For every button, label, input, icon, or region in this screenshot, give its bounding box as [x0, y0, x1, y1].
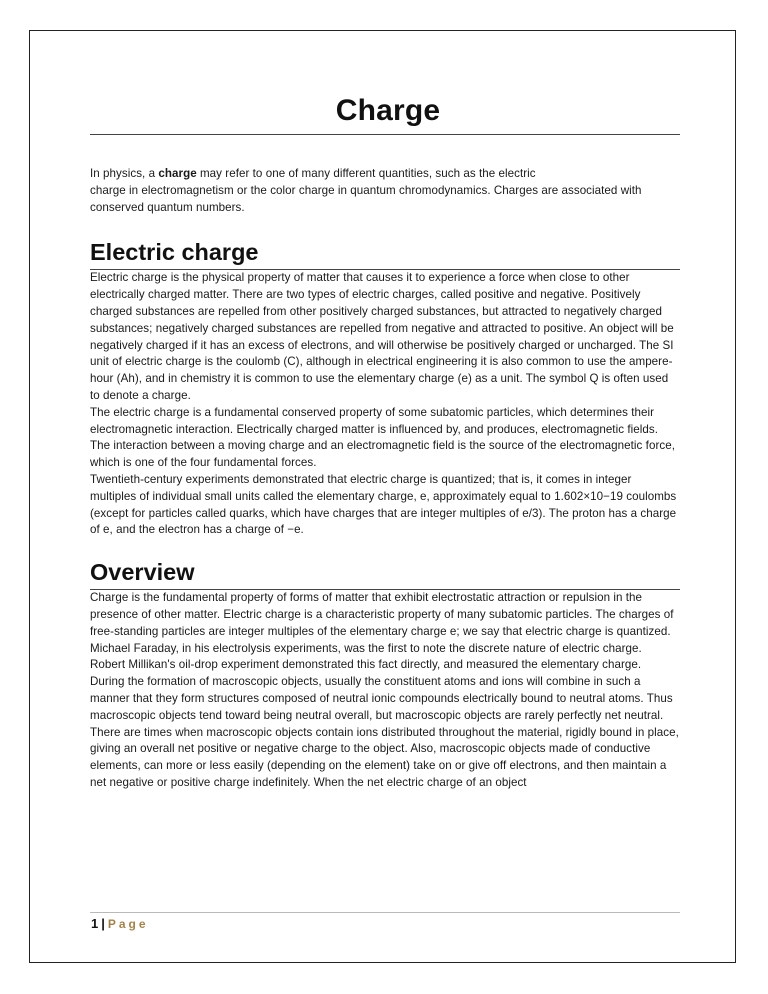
intro-bold-term: charge	[158, 167, 197, 180]
footer-rule	[90, 912, 680, 913]
section-heading: Electric charge	[90, 239, 259, 266]
paragraph: During the formation of macroscopic objects, usually the constituent atoms and ions will combine in such a manner that they form structures composed of neutral ionic compounds electrically bound to neutral atoms. Thus macroscopic objects tend toward being neutral overall, but macroscopic objects are rarely perfectly net neutral.	[90, 675, 673, 722]
page-footer	[91, 915, 149, 933]
paragraph: Electric charge is the physical property of matter that causes it to experience a force when close to other electrically charged matter. There are two types of electric charges, called positive and negative. Positively charged substances are repelled from other positively charged substances, but attracted to negatively charged substances; negatively charged substances are repelled from negative and attracted to positive. An object will be negatively charged if it has an excess of electrons, and will otherwise be positively charged or uncharged. The SI unit of electric charge is the coulomb (C), although in electrical engineering it is also common to use the ampere-hour (Ah), and in chemistry it is common to use the elementary charge (e) as a unit. The symbol Q is often used to denote a charge.	[90, 271, 674, 402]
paragraph: The electric charge is a fundamental conserved property of some subatomic particles, which determines their electromagnetic interaction. Electrically charged matter is influenced by, and produces, electromagnetic fields. The interaction between a moving charge and an electromagnetic field is the source of the electromagnetic force, which is one of the four fundamental forces.	[90, 405, 675, 470]
paragraph: Charge is the fundamental property of forms of matter that exhibit electrostatic attraction or repulsion in the presence of other matter. Electric charge is a characteristic property of many subatomic particles. The charges of free-standing particles are integer multiples of the elementary charge e; we say that electric charge is quantized. Michael Faraday, in his electrolysis experiments, was the first to note the discrete nature of electric charge. Robert Millikan's oil-drop experiment demonstrated this fact directly, and measured the elementary charge.	[90, 591, 674, 672]
title-rule	[90, 134, 680, 135]
intro-text-line1: may refer to one of many different quantities, such as the electric	[196, 167, 536, 180]
section-electric-charge	[90, 235, 680, 539]
page-title: Charge	[335, 94, 441, 127]
footer-separator: |	[101, 916, 105, 931]
intro-text-rest: charge in electromagnetism or the color charge in quantum chromodynamics. Charges are associated with conserved quantum numbers.	[90, 183, 642, 214]
document-content	[90, 88, 680, 792]
page-number: 1	[91, 916, 99, 931]
section-heading: Overview	[90, 559, 195, 586]
intro-text-start: In physics, a	[90, 167, 159, 180]
paragraph: There are times when macroscopic objects contain ions distributed throughout the material, rigidly bound in place, giving an overall net positive or negative charge to the object. Also, macroscopic objects made of conductive elements, can more or less easily (depending on the element) take on or give off electrons, and then maintain a net negative or positive charge indefinitely. When the net electric charge of an object	[90, 725, 679, 789]
paragraph: Twentieth-century experiments demonstrated that electric charge is quantized; that is, it comes in integer multiples of individual small units called the elementary charge, e, approximately equal to 1.602×10−19 coulombs (except for particles called quarks, which have charges that are integer multiples of e/3). The proton has a charge of e, and the electron has a charge of −e.	[90, 472, 677, 537]
intro-paragraph	[90, 166, 680, 216]
section-overview	[90, 555, 680, 792]
page-label: Page	[107, 917, 149, 931]
